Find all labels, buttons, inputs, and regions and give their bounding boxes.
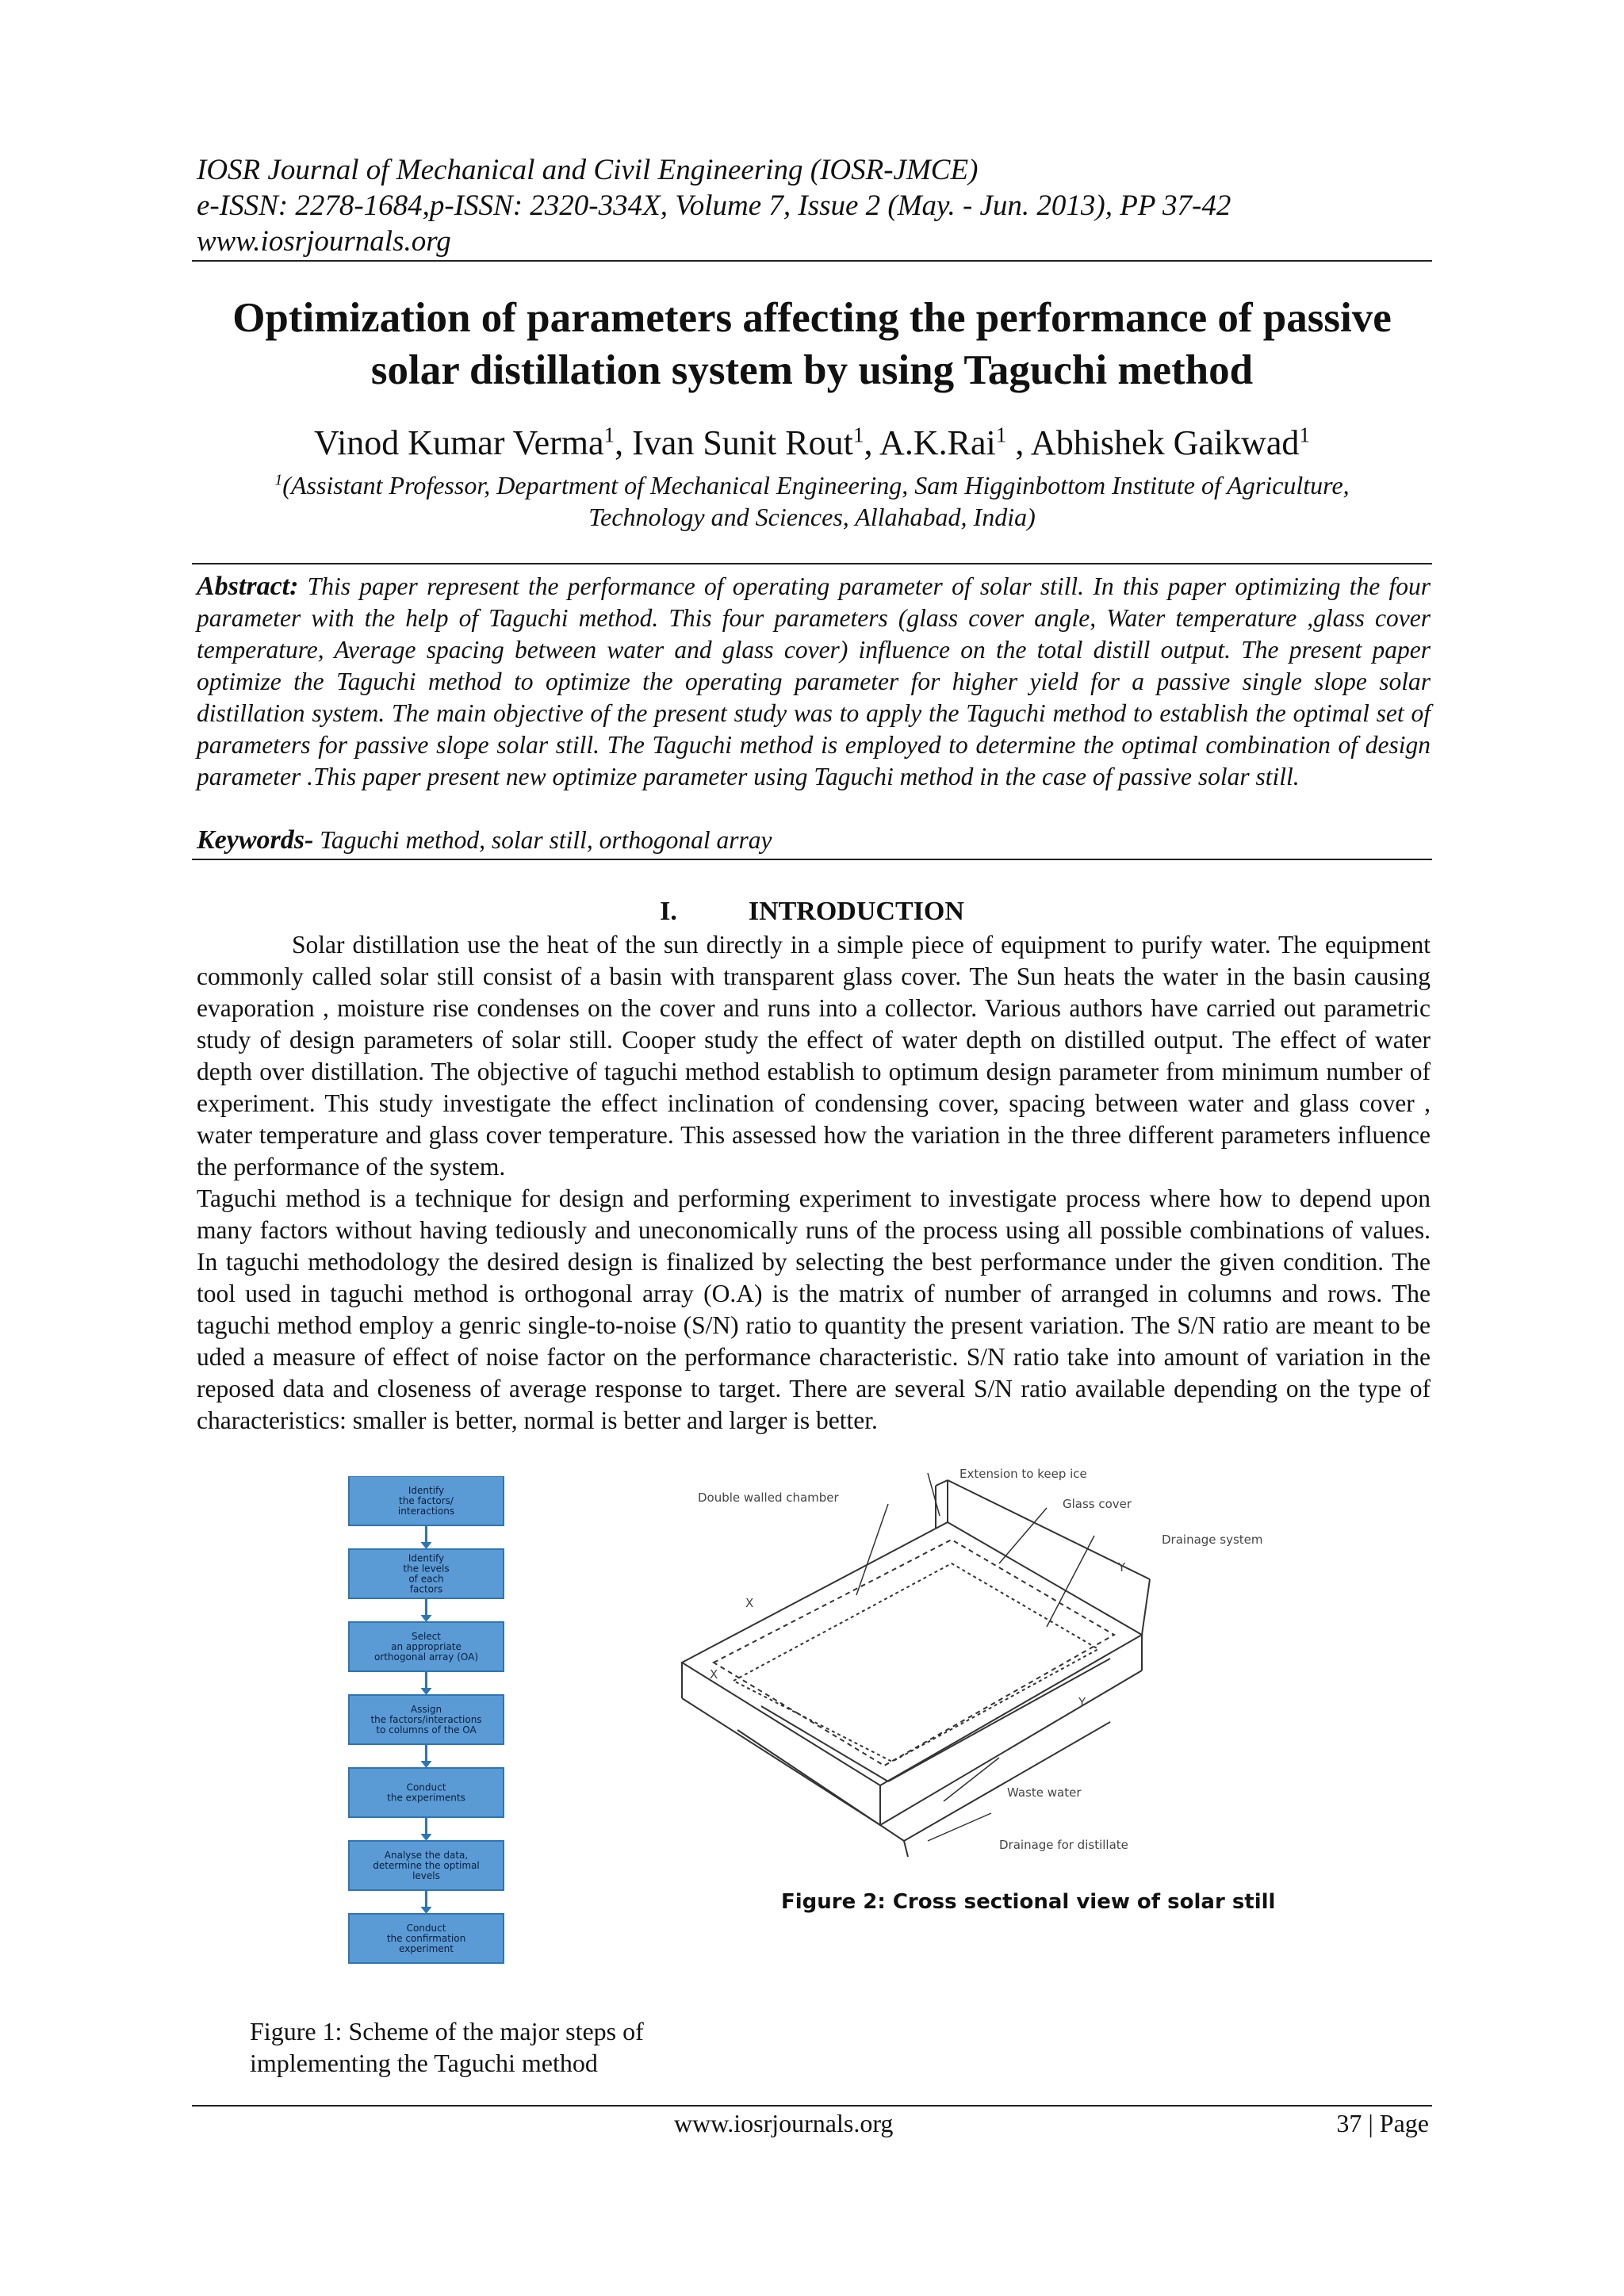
affiliation-mark: 1	[274, 471, 283, 489]
flow-step-label: experiment	[399, 1943, 454, 1954]
diagram-labels	[698, 1468, 1263, 1852]
flow-arrow-head	[421, 1834, 432, 1841]
flow-step-label: the factors/	[399, 1495, 454, 1506]
figure-2-caption: Figure 2: Cross sectional view of solar still	[781, 1890, 1276, 1914]
author-name: Vinod Kumar Verma	[313, 423, 604, 462]
flow-step-label: Select	[411, 1631, 442, 1642]
journal-website: www.iosrjournals.org	[197, 225, 451, 258]
title-line-2: solar distillation system by using Taguchi method	[370, 347, 1254, 393]
label-drainage-distillate: Drainage for distillate	[999, 1838, 1128, 1852]
footer-website: www.iosrjournals.org	[674, 2109, 894, 2137]
section-heading	[192, 894, 1432, 929]
paragraph: Taguchi method is a technique for design and performing experiment to investigate process where how to depend upon many factors without having tediously and uneconomically runs of the process using all possible combinations of values. In taguchi methodology the desired design is finalized by selecting the best performance under the given condition. The tool used in taguchi method is orthogonal array (O.A) is the matrix of number of arranged in columns and rows. The taguchi method employ a genric single-to-noise (S/N) ratio to quantity the present variation. The S/N ratio are meant to be uded a measure of effect of noise factor on the performance characteristic. S/N ratio take into amount of variation in the reposed data and closeness of average response to target. There are several S/N ratio available depending on the type of characteristics: smaller is better, normal is better and larger is better.	[197, 1184, 1431, 1434]
figure-1-caption	[250, 2015, 757, 2079]
abstract-bottom-rule	[192, 859, 1432, 860]
section-title: INTRODUCTION	[748, 897, 964, 926]
author-name: , A.K.Rai	[864, 423, 996, 462]
figure-2-solar-still-diagram	[666, 1468, 1300, 1865]
keywords	[197, 825, 1431, 856]
solar-still-body	[682, 1480, 1150, 1857]
flow-arrow-head	[421, 1761, 432, 1768]
flow-step-label: the levels	[403, 1563, 450, 1575]
flow-step-label: to columns of the OA	[376, 1724, 477, 1735]
flow-arrow-head	[421, 1542, 432, 1549]
affiliation-line-1: (Assistant Professor, Department of Mechanical Engineering, Sam Higginbottom Institute of Agriculture,	[282, 471, 1350, 499]
label-double-walled-chamber: Double walled chamber	[698, 1490, 839, 1505]
affiliation-mark: 1	[852, 423, 864, 447]
section-number: I.	[660, 897, 677, 926]
flow-step-label: of each	[408, 1573, 444, 1585]
journal-name: IOSR Journal of Mechanical and Civil Engineering (IOSR-JMCE)	[197, 154, 979, 186]
affiliation-line-2: Technology and Sciences, Allahabad, India)	[588, 503, 1036, 531]
label-x-side: X	[710, 1667, 718, 1682]
label-y-top: Y	[1118, 1560, 1126, 1575]
abstract-top-rule	[192, 563, 1432, 564]
label-extension: Extension to keep ice	[959, 1468, 1087, 1481]
flow-step-label: Assign	[410, 1704, 442, 1715]
introduction-body	[197, 929, 1431, 1437]
flow-step-label: determine the optimal	[373, 1860, 480, 1871]
journal-header	[197, 152, 1434, 259]
footer-rule	[192, 2105, 1432, 2107]
abstract	[197, 571, 1431, 793]
affiliation-mark: 1	[603, 423, 615, 447]
keywords-label: Keywords-	[197, 825, 314, 855]
flow-arrow-head	[421, 1615, 432, 1622]
label-x-top: X	[745, 1596, 754, 1610]
keywords-text: Taguchi method, solar still, orthogonal array	[313, 826, 772, 854]
flow-step-label: orthogonal array (OA)	[373, 1651, 479, 1663]
header-rule	[192, 260, 1432, 262]
flow-step-label: Identify	[408, 1552, 445, 1564]
issn-line: e-ISSN: 2278-1684,p-ISSN: 2320-334X, Volume 7, Issue 2 (May. - Jun. 2013), PP 37-42	[197, 189, 1231, 222]
title-line-1: Optimization of parameters affecting the performance of passive	[232, 295, 1392, 341]
figure-1-flowchart	[337, 1476, 515, 1984]
label-waste-water: Waste water	[1007, 1785, 1082, 1800]
author-list	[192, 422, 1432, 465]
affiliation-mark: 1	[1299, 423, 1311, 447]
page-number: 37 | Page	[1336, 2109, 1429, 2137]
affiliation-mark: 1	[995, 423, 1007, 447]
affiliation	[192, 469, 1432, 533]
author-name: , Ivan Sunit Rout	[615, 423, 853, 462]
abstract-text: This paper represent the performance of operating parameter of solar still. In this paper optimizing the four parameter with the help of Taguchi method. This four parameters (glass cover angle, Water temperature ,glass cover temperature, Average spacing between water and glass cover) influence on the total distill output. The present paper optimize the Taguchi method to optimize the operating parameter for higher yield for a passive single slope solar distillation system. The main objective of the present study was to apply the Taguchi method to establish the optimal set of parameters for passive slope solar still. The Taguchi method is employed to determine the optimal combination of design parameter .This paper present new optimize parameter using Taguchi method in the case of passive solar still.	[197, 572, 1431, 790]
flow-step-label: Conduct	[406, 1781, 446, 1793]
flow-step-label: factors	[409, 1583, 443, 1595]
flow-step-label: the confirmation	[386, 1933, 466, 1944]
flow-step-label: the factors/interactions	[370, 1714, 482, 1725]
flow-step-label: interactions	[397, 1506, 455, 1517]
flow-arrow-head	[421, 1688, 432, 1695]
figure-1-caption-line-1: Figure 1: Scheme of the major steps of	[250, 2017, 644, 2045]
flow-step-label: the experiments	[387, 1792, 465, 1804]
flow-step-label: an appropriate	[391, 1641, 462, 1652]
label-glass-cover: Glass cover	[1063, 1497, 1132, 1511]
label-drainage-system: Drainage system	[1162, 1533, 1263, 1547]
paper-title	[192, 292, 1432, 396]
flow-step-label: Identify	[408, 1485, 445, 1496]
flow-step-label: Conduct	[406, 1923, 446, 1934]
flow-step-label: Analyse the data,	[384, 1850, 469, 1861]
abstract-label: Abstract:	[197, 572, 299, 601]
figure-1-caption-line-2: implementing the Taguchi method	[250, 2049, 598, 2077]
paragraph: Solar distillation use the heat of the sun directly in a simple piece of equipment to purify water. The equipment commonly called solar still consist of a basin with transparent glass cover. The Sun heats the water in the basin causing evaporation , moisture rise condenses on the cover and runs into a collector. Various authors have carried out parametric study of design parameters of solar still. Cooper study the effect of water depth on distilled output. The effect of water depth over distillation. The objective of taguchi method establish to optimum design parameter from minimum number of experiment. This study investigate the effect inclination of condensing cover, spacing between water and glass cover , water temperature and glass cover temperature. This assessed how the variation in the three different parameters influence the performance of the system.	[197, 931, 1431, 1181]
flow-arrow-head	[421, 1907, 432, 1914]
label-y-side: Y	[1078, 1695, 1086, 1709]
flow-step-label: levels	[412, 1870, 440, 1881]
author-name: , Abhishek Gaikwad	[1006, 423, 1300, 462]
